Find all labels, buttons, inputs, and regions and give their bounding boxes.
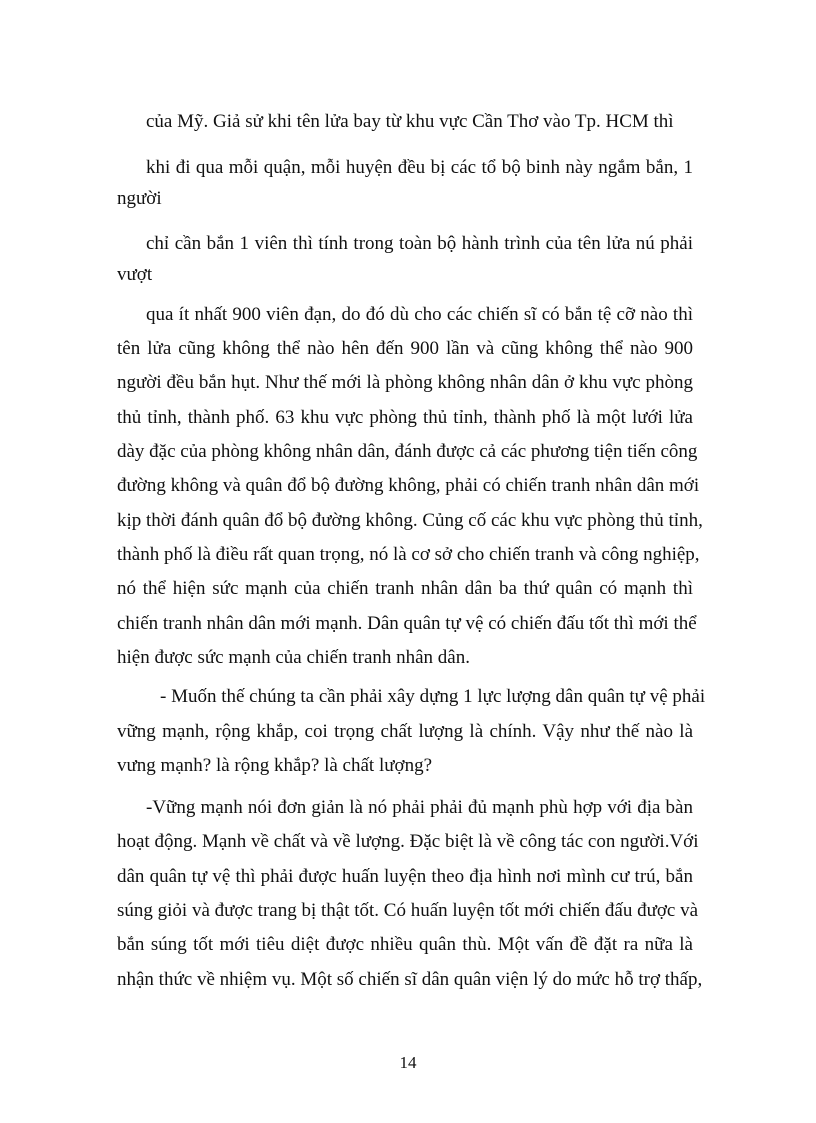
- text-line-2: khi đi qua mỗi quận, mỗi huyện đều bị các tổ bộ binh này ngắm bắn, 1: [146, 157, 693, 178]
- text-line-16: hiện được sức mạnh của chiến tranh nhân dân.: [117, 647, 470, 668]
- text-line-5: vượt: [117, 264, 153, 285]
- text-line-1: của Mỹ. Giả sử khi tên lửa bay từ khu vực Cần Thơ vào Tp. HCM thì: [146, 111, 674, 132]
- text-line-7: tên lửa cũng không thể nào hên đến 900 lần và cũng không thể nào 900: [117, 338, 693, 359]
- text-line-10: dày đặc của phòng không nhân dân, đánh được cả các phương tiện tiến công: [117, 441, 698, 462]
- text-line-21: hoạt động. Mạnh về chất và về lượng. Đặc biệt là về công tác con người.Với: [117, 831, 699, 852]
- page-number: 14: [399, 1053, 417, 1072]
- text-line-19: vưng mạnh? là rộng khắp? là chất lượng?: [117, 755, 433, 776]
- text-line-22: dân quân tự vệ thì phải được huấn luyện theo địa hình nơi mình cư trú, bắn: [117, 866, 693, 887]
- text-line-8: người đều bắn hụt. Như thế mới là phòng không nhân dân ở khu vực phòng: [117, 372, 693, 393]
- text-line-23: súng giỏi và được trang bị thật tốt. Có huấn luyện tốt mới chiến đấu được và: [117, 900, 699, 921]
- text-line-17: - Muốn thế chúng ta cần phải xây dựng 1 lực lượng dân quân tự vệ phải: [160, 686, 706, 707]
- text-line-12: kịp thời đánh quân đổ bộ đường không. Củng cố các khu vực phòng thủ tỉnh,: [117, 510, 703, 531]
- text-line-6: qua ít nhất 900 viên đạn, do đó dù cho các chiến sĩ có bắn tệ cỡ nào thì: [146, 304, 693, 325]
- text-line-4: chỉ cần bắn 1 viên thì tính trong toàn bộ hành trình của tên lửa nú phải: [146, 233, 693, 254]
- text-line-9: thủ tỉnh, thành phố. 63 khu vực phòng thủ tỉnh, thành phố là một lưới lửa: [117, 407, 693, 428]
- text-line-15: chiến tranh nhân dân mới mạnh. Dân quân tự vệ có chiến đấu tốt thì mới thể: [117, 613, 697, 634]
- text-line-11: đường không và quân đổ bộ đường không, phải có chiến tranh nhân dân mới: [117, 475, 700, 496]
- text-line-13: thành phố là điều rất quan trọng, nó là cơ sở cho chiến tranh và công nghiệp,: [117, 544, 700, 565]
- text-line-24: bắn súng tốt mới tiêu diệt được nhiều quân thù. Một vấn đề đặt ra nữa là: [117, 934, 693, 955]
- text-line-14: nó thể hiện sức mạnh của chiến tranh nhân dân ba thứ quân có mạnh thì: [117, 578, 693, 599]
- text-line-20: -Vững mạnh nói đơn giản là nó phải phải đủ mạnh phù hợp với địa bàn: [146, 797, 693, 818]
- text-line-25: nhận thức về nhiệm vụ. Một số chiến sĩ dân quân viện lý do mức hỗ trợ thấp,: [117, 969, 703, 990]
- text-line-18: vững mạnh, rộng khắp, coi trọng chất lượng là chính. Vậy như thế nào là: [117, 721, 693, 742]
- text-line-3: người: [117, 188, 162, 209]
